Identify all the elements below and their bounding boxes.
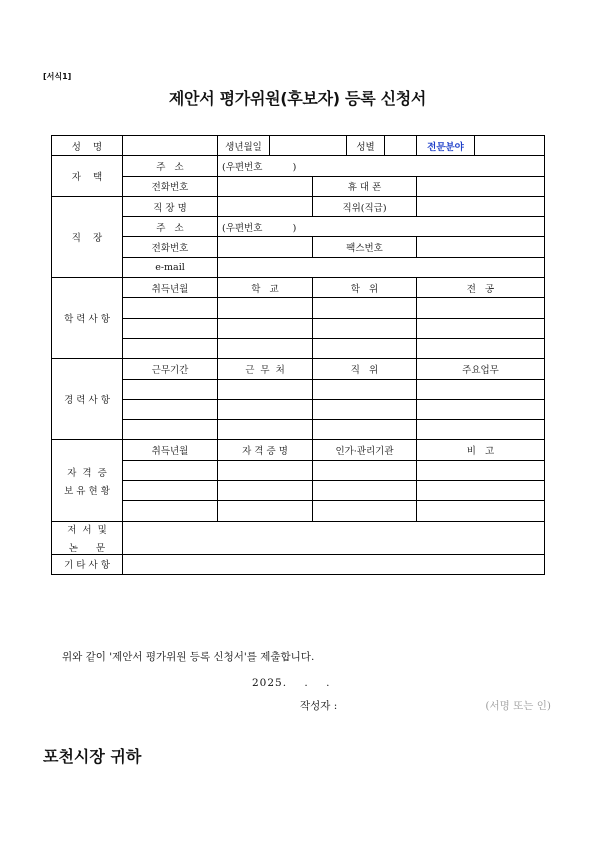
license-cell[interactable] — [313, 501, 417, 521]
education-cell[interactable] — [417, 298, 545, 318]
gender-input-cell[interactable] — [385, 136, 417, 156]
career-entry-row — [52, 399, 545, 419]
career-cell[interactable] — [123, 379, 218, 399]
field-input-cell[interactable] — [475, 136, 545, 156]
name-label: 성 명 — [52, 136, 123, 156]
birth-label: 생년월일 — [218, 136, 270, 156]
work-email-label: e-mail — [123, 257, 218, 277]
career-cell[interactable] — [218, 399, 313, 419]
license-header: 인가·관리기관 — [313, 440, 417, 460]
work-position-label: 직위(직급) — [313, 196, 417, 216]
home-address-label: 주 소 — [123, 156, 218, 176]
writing-section-line: 저 서 및 — [67, 524, 107, 536]
writing-section-label — [52, 521, 123, 554]
work-address-input[interactable]: (우편번호 ) — [218, 217, 545, 237]
education-cell[interactable] — [313, 318, 417, 338]
birth-input-cell[interactable] — [270, 136, 347, 156]
education-cell[interactable] — [218, 298, 313, 318]
education-cell[interactable] — [123, 338, 218, 358]
home-phone-label: 전화번호 — [123, 176, 218, 196]
home-section-label: 자 택 — [52, 156, 123, 197]
document-title: 제안서 평가위원(후보자) 등록 신청서 — [168, 89, 427, 108]
etc-input[interactable] — [123, 554, 545, 574]
work-email-input[interactable] — [218, 257, 545, 277]
field-label: 전문분야 — [417, 136, 475, 156]
work-phone-input[interactable] — [218, 237, 313, 257]
license-cell[interactable] — [123, 460, 218, 480]
license-header: 취득년월 — [123, 440, 218, 460]
etc-row — [52, 554, 545, 574]
education-header: 전 공 — [417, 278, 545, 298]
work-name-input[interactable] — [218, 196, 313, 216]
career-entry-row — [52, 420, 545, 440]
career-cell[interactable] — [313, 420, 417, 440]
career-header-row — [52, 359, 545, 379]
license-cell[interactable] — [313, 460, 417, 480]
license-section-label — [52, 440, 123, 521]
career-cell[interactable] — [417, 420, 545, 440]
education-cell[interactable] — [313, 298, 417, 318]
education-cell[interactable] — [123, 318, 218, 338]
home-phone-row — [52, 176, 545, 196]
name-input-cell[interactable] — [123, 136, 218, 156]
career-cell[interactable] — [218, 420, 313, 440]
education-cell[interactable] — [218, 318, 313, 338]
addressee: 포천시장 귀하 — [43, 747, 142, 766]
form-code: [서식1] — [43, 72, 72, 81]
career-cell[interactable] — [123, 399, 218, 419]
work-phone-row — [52, 237, 545, 257]
education-entry-row — [52, 298, 545, 318]
work-email-row — [52, 257, 545, 277]
writing-section-line: 논 문 — [68, 542, 106, 554]
career-cell[interactable] — [417, 379, 545, 399]
work-name-row — [52, 196, 545, 216]
license-cell[interactable] — [218, 501, 313, 521]
signature-hint[interactable]: (서명 또는 인) — [485, 700, 551, 712]
home-address-row — [52, 156, 545, 176]
career-header: 직 위 — [313, 359, 417, 379]
license-cell[interactable] — [123, 501, 218, 521]
career-header: 근무기간 — [123, 359, 218, 379]
name-row — [52, 136, 545, 156]
work-address-label: 주 소 — [123, 217, 218, 237]
author-label: 작성자 : — [300, 700, 338, 712]
license-section-line: 보 유 현 황 — [64, 485, 110, 497]
education-section-label: 학 력 사 항 — [52, 278, 123, 359]
education-header: 학 위 — [313, 278, 417, 298]
license-cell[interactable] — [313, 481, 417, 501]
license-header: 비 고 — [417, 440, 545, 460]
education-entry-row — [52, 318, 545, 338]
home-phone-input[interactable] — [218, 176, 313, 196]
license-entry-row — [52, 501, 545, 521]
career-cell[interactable] — [123, 420, 218, 440]
career-cell[interactable] — [218, 379, 313, 399]
work-position-input[interactable] — [417, 196, 545, 216]
license-cell[interactable] — [218, 460, 313, 480]
work-phone-label: 전화번호 — [123, 237, 218, 257]
license-cell[interactable] — [218, 481, 313, 501]
home-address-input[interactable]: (우편번호 ) — [218, 156, 545, 176]
etc-section-label: 기 타 사 항 — [52, 554, 123, 574]
work-fax-input[interactable] — [417, 237, 545, 257]
education-header: 취득년월 — [123, 278, 218, 298]
license-header: 자 격 증 명 — [218, 440, 313, 460]
career-cell[interactable] — [313, 379, 417, 399]
career-header: 주요업무 — [417, 359, 545, 379]
license-cell[interactable] — [417, 481, 545, 501]
license-entry-row — [52, 481, 545, 501]
work-address-row — [52, 217, 545, 237]
application-form-table — [51, 135, 545, 575]
education-cell[interactable] — [417, 338, 545, 358]
education-entry-row — [52, 338, 545, 358]
education-cell[interactable] — [313, 338, 417, 358]
career-header: 근 무 처 — [218, 359, 313, 379]
license-cell[interactable] — [123, 481, 218, 501]
career-cell[interactable] — [417, 399, 545, 419]
submission-date[interactable]: 2025. . . — [252, 677, 331, 689]
license-section-line: 자 격 증 — [67, 467, 107, 479]
writing-row — [52, 521, 545, 554]
home-mobile-label: 휴 대 폰 — [313, 176, 417, 196]
submission-statement: 위와 같이 '제안서 평가위원 등록 신청서'를 제출합니다. — [62, 651, 315, 663]
education-cell[interactable] — [218, 338, 313, 358]
license-cell[interactable] — [417, 501, 545, 521]
education-header-row — [52, 278, 545, 298]
work-name-label: 직 장 명 — [123, 196, 218, 216]
work-fax-label: 팩스번호 — [313, 237, 417, 257]
license-entry-row — [52, 460, 545, 480]
career-entry-row — [52, 379, 545, 399]
career-section-label: 경 력 사 항 — [52, 359, 123, 440]
education-header: 학 교 — [218, 278, 313, 298]
license-header-row — [52, 440, 545, 460]
education-cell[interactable] — [417, 318, 545, 338]
gender-label: 성별 — [347, 136, 385, 156]
home-mobile-input[interactable] — [417, 176, 545, 196]
license-cell[interactable] — [417, 460, 545, 480]
writing-input[interactable] — [123, 521, 545, 554]
work-section-label: 직 장 — [52, 196, 123, 277]
career-cell[interactable] — [313, 399, 417, 419]
education-cell[interactable] — [123, 298, 218, 318]
